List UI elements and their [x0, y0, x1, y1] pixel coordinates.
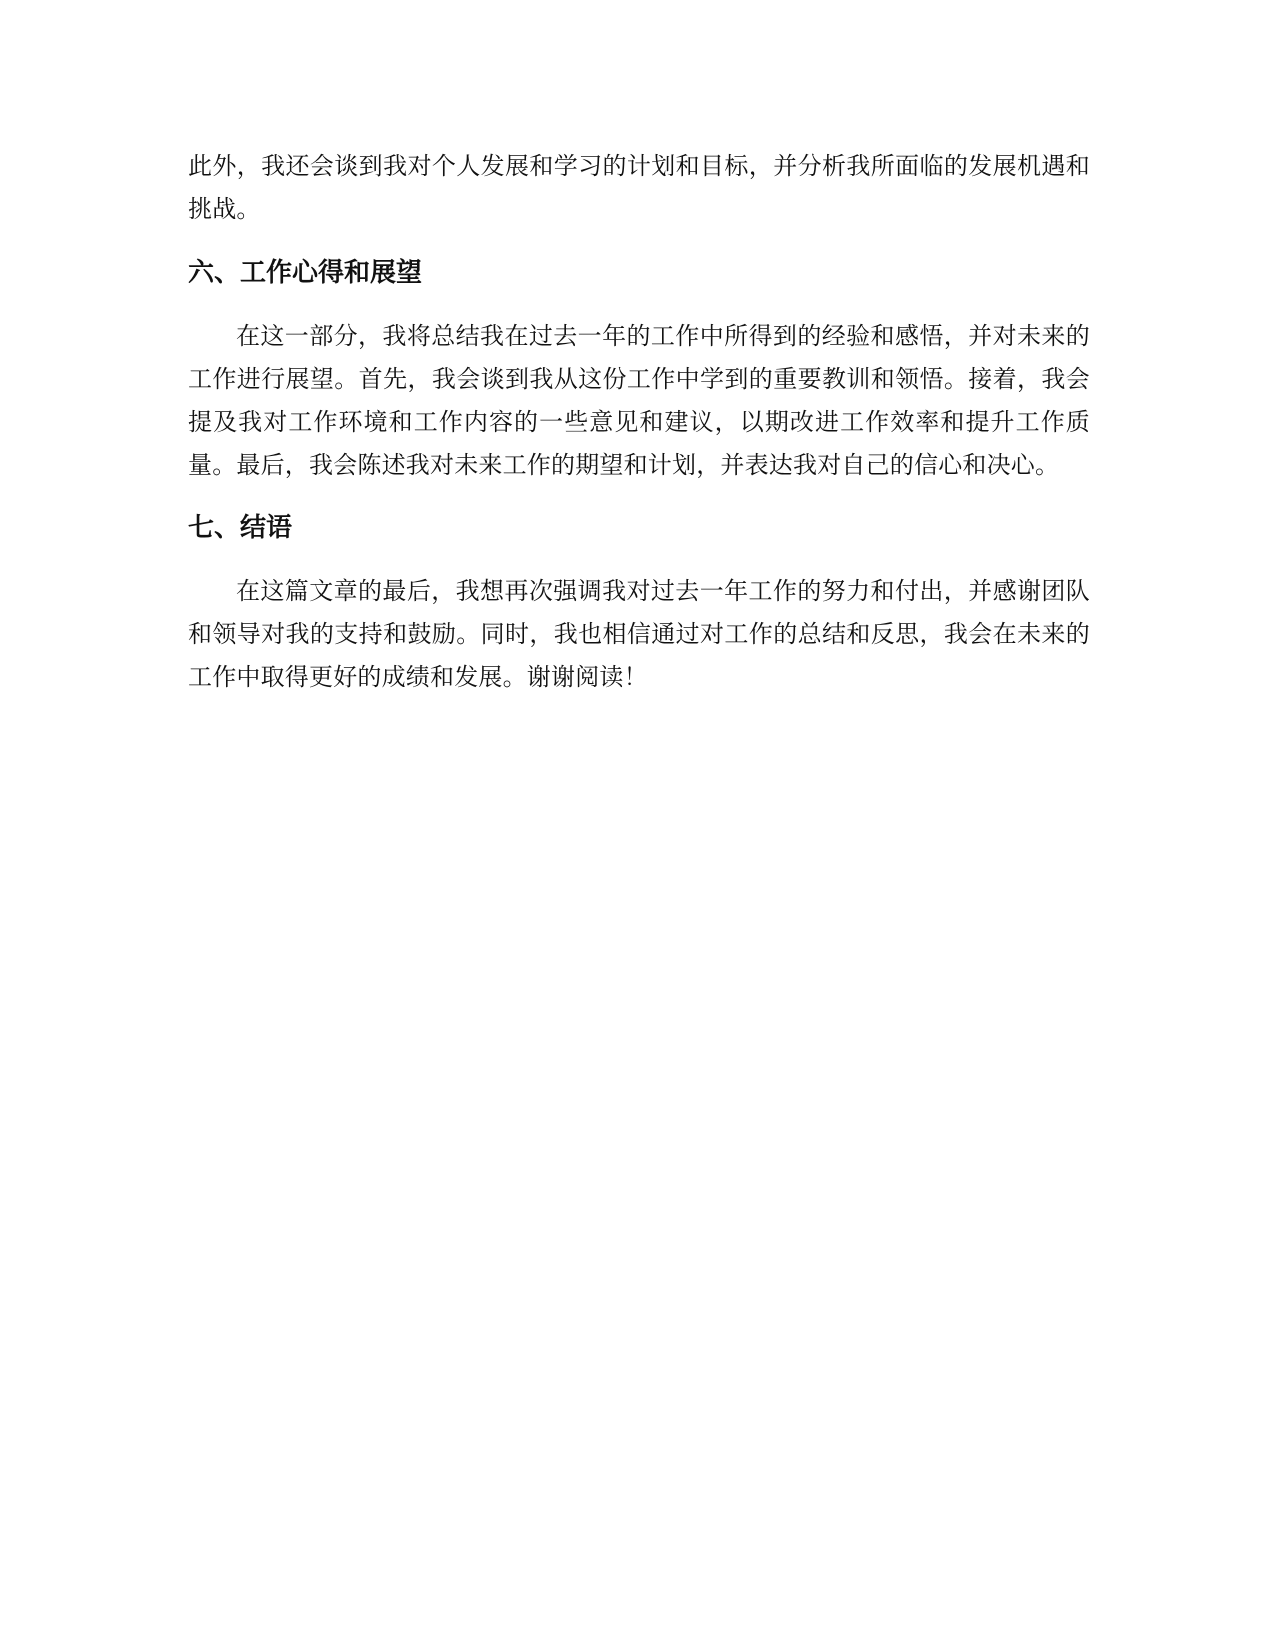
document-body	[188, 145, 1090, 699]
intro-paragraph: 此外，我还会谈到我对个人发展和学习的计划和目标，并分析我所面临的发展机遇和挑战。	[188, 152, 1090, 223]
section-heading-six: 六、工作心得和展望	[188, 258, 423, 288]
section-paragraph-seven: 在这篇文章的最后，我想再次强调我对过去一年工作的努力和付出，并感谢团队和领导对我的支持和鼓励。同时，我也相信通过对工作的总结和反思，我会在未来的工作中取得更好的成绩和发展。谢谢阅读！	[188, 577, 1090, 691]
section-heading-seven: 七、结语	[188, 513, 293, 543]
section-paragraph-six: 在这一部分，我将总结我在过去一年的工作中所得到的经验和感悟，并对未来的工作进行展望。首先，我会谈到我从这份工作中学到的重要教训和领悟。接着，我会提及我对工作环境和工作内容的一些意见和建议，以期改进工作效率和提升工作质量。最后，我会陈述我对未来工作的期望和计划，并表达我对自己的信心和决心。	[188, 322, 1090, 479]
